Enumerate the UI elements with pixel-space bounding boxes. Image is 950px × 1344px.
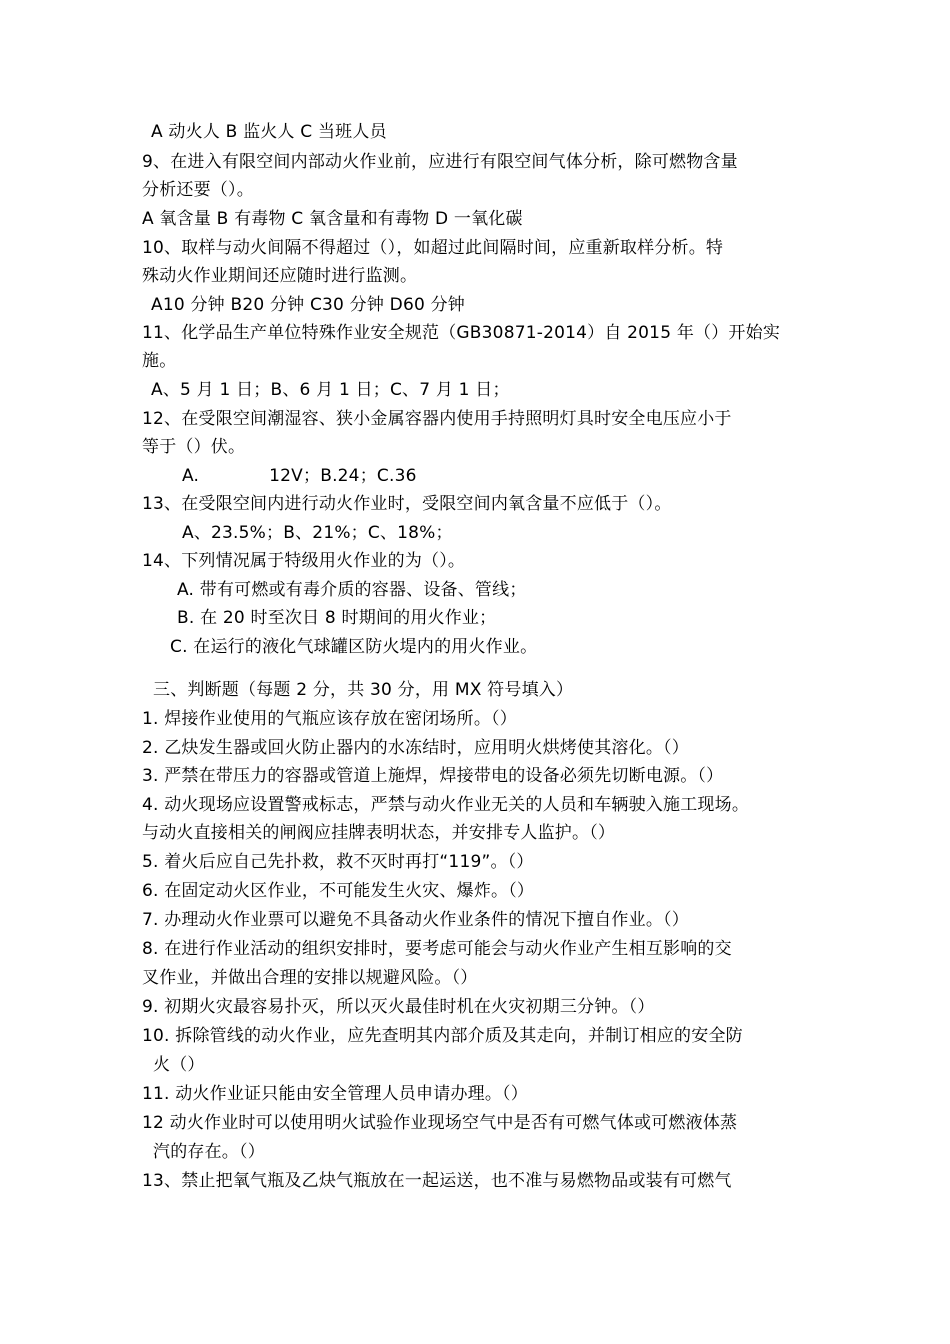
judgement-10-cont: 火（） xyxy=(153,1055,205,1075)
judgement-4: 4. 动火现场应设置警戒标志，严禁与动火作业无关的人员和车辆驶入施工现场。 xyxy=(142,795,750,815)
judgement-2: 2. 乙炔发生器或回火防止器内的水冻结时，应用明火烘烤使其溶化。（） xyxy=(142,738,689,758)
question-10-options: A10 分钟 B20 分钟 C30 分钟 D60 分钟 xyxy=(151,295,466,315)
judgement-8: 8. 在进行作业活动的组织安排时，要考虑可能会与动火作业产生相互影响的交 xyxy=(142,939,732,959)
question-8-options: A 动火人 B 监火人 C 当班人员 xyxy=(151,122,387,142)
question-14-text: 14、下列情况属于特级用火作业的为（）。 xyxy=(142,551,466,571)
judgement-1: 1. 焊接作业使用的气瓶应该存放在密闭场所。（） xyxy=(142,709,517,729)
question-12-text: 12、在受限空间潮湿容、狭小金属容器内使用手持照明灯具时安全电压应小于 xyxy=(142,409,732,429)
judgement-3: 3. 严禁在带压力的容器或管道上施焊，焊接带电的设备必须先切断电源。（） xyxy=(142,766,724,786)
judgement-11: 11. 动火作业证只能由安全管理人员申请办理。（） xyxy=(142,1084,528,1104)
question-9-text: 9、在进入有限空间内部动火作业前，应进行有限空间气体分析，除可燃物含量 xyxy=(142,152,738,172)
question-10-text: 10、取样与动火间隔不得超过（），如超过此间隔时间，应重新取样分析。特 xyxy=(142,238,724,258)
judgement-9: 9. 初期火灾最容易扑灭，所以灭火最佳时机在火灾初期三分钟。（） xyxy=(142,997,655,1017)
judgement-5: 5. 着火后应自己先扑救，救不灭时再打“119”。（） xyxy=(142,852,534,872)
question-12-options xyxy=(182,465,417,487)
judgement-4-cont: 与动火直接相关的闸阀应挂牌表明状态，并安排专人监护。（） xyxy=(142,823,616,843)
question-14-option-c: C. 在运行的液化气球罐区防火堤内的用火作业。 xyxy=(170,637,538,657)
section-3-heading: 三、判断题（每题 2 分，共 30 分，用 MX 符号填入） xyxy=(153,680,574,700)
question-14-option-b: B. 在 20 时至次日 8 时期间的用火作业； xyxy=(177,608,497,628)
question-11-text-cont: 施。 xyxy=(142,351,177,371)
question-12-text-cont: 等于（）伏。 xyxy=(142,437,246,457)
question-12-option-a-marker: A. xyxy=(182,466,200,486)
judgement-7: 7. 办理动火作业票可以避免不具备动火作业条件的情况下擅自作业。（） xyxy=(142,910,689,930)
question-13-options: A、23.5%；B、21%；C、18%； xyxy=(182,523,453,543)
question-9-text-cont: 分析还要（）。 xyxy=(142,180,254,200)
judgement-8-cont: 叉作业，并做出合理的安排以规避风险。（） xyxy=(142,968,478,988)
judgement-12-cont: 汽的存在。（） xyxy=(153,1142,265,1162)
question-11-options: A、5 月 1 日；B、6 月 1 日；C、7 月 1 日； xyxy=(151,380,510,400)
judgement-12: 12 动火作业时可以使用明火试验作业现场空气中是否有可燃气体或可燃液体蒸 xyxy=(142,1113,738,1133)
question-13-text: 13、在受限空间内进行动火作业时，受限空间内氧含量不应低于（）。 xyxy=(142,494,672,514)
question-10-text-cont: 殊动火作业期间还应随时进行监测。 xyxy=(142,266,418,286)
question-9-options: A 氧含量 B 有毒物 C 氧含量和有毒物 D 一氧化碳 xyxy=(142,209,523,229)
question-14-option-a: A. 带有可燃或有毒介质的容器、设备、管线； xyxy=(177,580,527,600)
question-11-text: 11、化学品生产单位特殊作业安全规范（GB30871-2014）自 2015 年（）开始实 xyxy=(142,323,781,343)
judgement-13: 13、禁止把氧气瓶及乙炔气瓶放在一起运送，也不准与易燃物品或装有可燃气 xyxy=(142,1171,732,1191)
judgement-6: 6. 在固定动火区作业，不可能发生火灾、爆炸。（） xyxy=(142,881,535,901)
question-12-options-rest: 12V；B.24；C.36 xyxy=(269,466,417,486)
judgement-10: 10. 拆除管线的动火作业，应先查明其内部介质及其走向，并制订相应的安全防 xyxy=(142,1026,743,1046)
